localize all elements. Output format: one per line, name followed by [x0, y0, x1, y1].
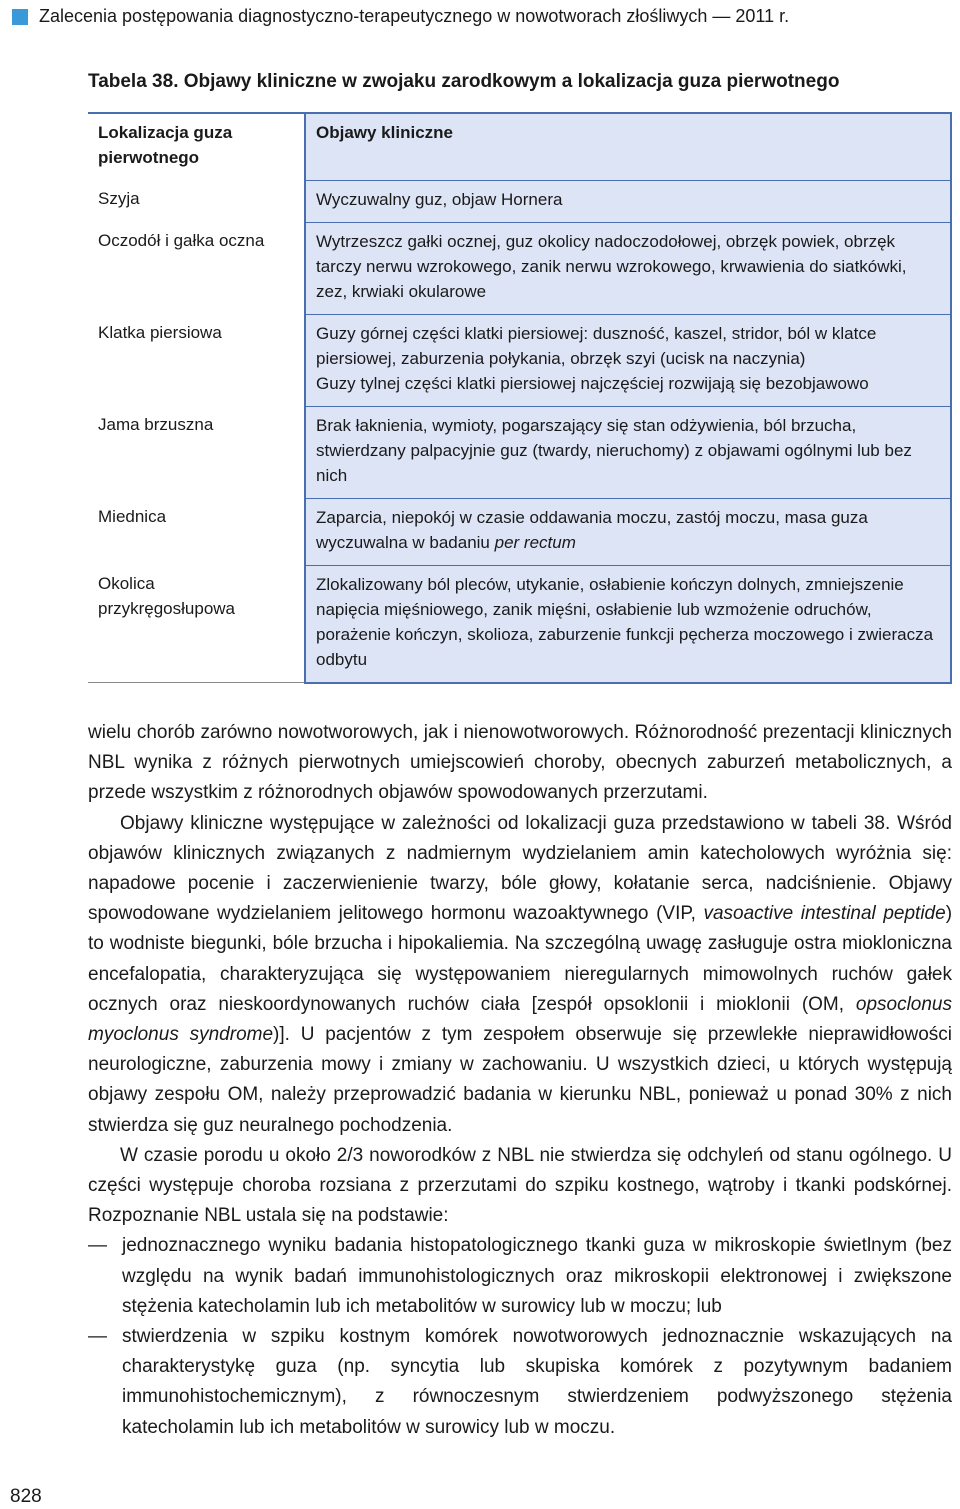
symptoms-text-secondary: Guzy tylnej części klatki piersiowej najczęściej rozwijają się bezobjawowo — [316, 373, 869, 393]
symptoms-text: Zaparcia, niepokój w czasie oddawania moczu, zastój moczu, masa guza wyczuwalna w badaniu — [316, 507, 868, 552]
list-item-text: stwierdzenia w szpiku kostnym komórek nowotworowych jednoznacznie wskazujących na charakterystykę guza (np. syncytia lub skupiska komórek z pozytywnym badaniem immunohistochemicznym), z równoczesnym stwierdzeniem podwyższonego stężenia katecholamin lub ich metabolitów w surowicy lub w moczu. — [122, 1326, 952, 1438]
column-header-location: Lokalizacja guza pierwotnego — [88, 113, 305, 180]
symptoms-table — [88, 112, 952, 684]
list-dash: — — [88, 1326, 107, 1348]
section-marker-icon — [12, 9, 28, 25]
paragraph: wielu chorób zarówno nowotworowych, jak i nienowotworowych. Różnorodność prezentacji klinicznych NBL wynika z różnych pierwotnych umiejscowień choroby, obecnych zaburzeń metabolicznych, a przede wszystkim z różnorodnych objawów spowodowanych przerzutami. — [88, 722, 952, 804]
paragraph-text: )]. U pacjentów z tym zespołem obserwuje się przewlekłe nieprawidłowości neurologiczne, zaburzenia mowy i zmiany w zachowaniu. U wszystkich dzieci, u których występują objawy zespołu OM, należy przeprowadzić badania w kierunku NBL, ponieważ u ponad 30% z nich stwierdza się guz neuralnego pochodzenia. — [88, 1024, 952, 1136]
body-text — [88, 718, 952, 1443]
location-cell: Klatka piersiowa — [98, 323, 222, 342]
running-header — [12, 6, 789, 27]
location-cell: Oczodół i gałka oczna — [98, 231, 265, 250]
table-title: Tabela 38. Objawy kliniczne w zwojaku zarodkowym a lokalizacja guza pierwotnego — [88, 71, 840, 92]
list-item — [88, 1231, 952, 1322]
page-number: 828 — [10, 1486, 42, 1507]
list-item — [88, 1322, 952, 1443]
paragraph: W czasie porodu u około 2/3 noworodków z NBL nie stwierdza się odchyleń od stanu ogólnego. U części występuje choroba rozsiana z przerzutami do szpiku kostnego, wątroby i tkanki podskórnej. Rozpoznanie NBL ustala się na podstawie: — [88, 1144, 952, 1227]
symptoms-text: Guzy górnej części klatki piersiowej: duszność, kaszel, stridor, ból w klatce piersiowej, zaburzenia połykania, obrzęk szyi (ucisk na naczynia) — [316, 323, 877, 368]
location-cell: Jama brzuszna — [98, 415, 214, 434]
italic-term: opsoclonus myoclonus syndrome — [88, 993, 952, 1046]
paragraph — [88, 809, 952, 1141]
running-header-text: Zalecenia postępowania diagnostyczno-terapeutycznego w nowotworach złośliwych — 2011 r. — [39, 6, 790, 26]
table-row — [88, 314, 951, 406]
symptoms-cell: Wyczuwalny guz, objaw Hornera — [305, 180, 951, 222]
column-header-symptoms: Objawy kliniczne — [305, 113, 951, 180]
location-cell: Miednica — [98, 507, 167, 526]
table-row — [88, 406, 951, 498]
list-dash: — — [88, 1235, 107, 1257]
italic-term: vasoactive intestinal peptide — [703, 903, 946, 925]
table-row — [88, 222, 951, 314]
symptoms-italic-term: per rectum — [494, 532, 576, 552]
table-row — [88, 180, 951, 222]
symptoms-cell: Wytrzeszcz gałki ocznej, guz okolicy nadoczodołowej, obrzęk powiek, obrzęk tarczy nerwu wzrokowego, zanik nerwu wzrokowego, krwawienia do siatkówki, zez, krwiaki okularowe — [305, 222, 951, 314]
table-row — [88, 498, 951, 565]
table-header-row — [88, 113, 951, 180]
list-item-text: jednoznacznego wyniku badania histopatologicznego tkanki guza w mikroskopie świetlnym (bez względu na wynik badań immunohistologicznych oraz mikroskopii elektronowej i zwiększone stężenia katecholamin lub ich metabolitów w surowicy lub w moczu; lub — [122, 1235, 952, 1317]
symptoms-cell: Brak łaknienia, wymioty, pogarszający się stan odżywienia, ból brzucha, stwierdzany palpacyjnie guz (twardy, nieruchomy) z objawami ogólnymi lub bez nich — [305, 406, 951, 498]
location-cell: Szyja — [98, 189, 140, 208]
paragraph-text: Objawy kliniczne występujące w zależności od lokalizacji guza przedstawiono w tabeli 38. Wśród objawów klinicznych związanych z nadmiernym wydzielaniem amin katecholowych wyróżnia się: napadowe pocenie i zaczerwienienie twarzy, bóle głowy, kołatanie serca, nadciśnienie. Objawy spowodowane wydzielaniem jelitowego hormonu wazoaktywnego (VIP, — [88, 812, 952, 925]
table-row — [88, 565, 951, 683]
symptoms-cell — [305, 314, 951, 406]
paragraph-text: ) to wodniste biegunki, bóle brzucha i hipokaliemia. Na szczególną uwagę zasługuje ostra miokloniczna encefalopatia, charakteryzująca się występowaniem nieregularnych mimowolnych ruchów gałek ocznych oraz nieskoordynowanych ruchów ciała [zespół opsoklonii i mioklonii (OM, — [88, 903, 953, 1015]
symptoms-cell — [305, 498, 951, 565]
symptoms-cell: Zlokalizowany ból pleców, utykanie, osłabienie kończyn dolnych, zmniejszenie napięcia mięśniowego, zanik mięśni, osłabienie lub wzmożenie odruchów, porażenie kończyn, skolioza, zaburzenie funkcji pęcherza moczowego i zwieracza odbytu — [305, 565, 951, 683]
location-cell: Okolica przykręgosłupowa — [88, 565, 305, 683]
